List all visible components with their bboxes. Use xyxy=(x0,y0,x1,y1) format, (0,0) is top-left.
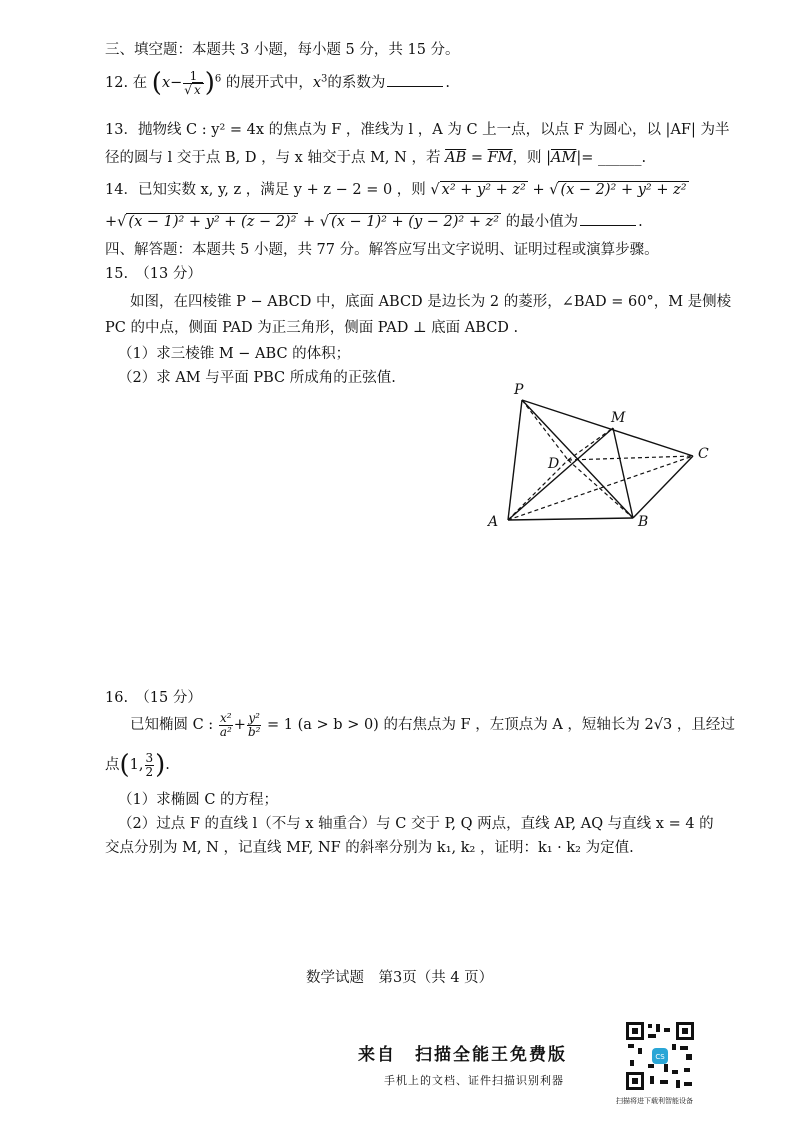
edge-pd-hidden xyxy=(522,400,568,460)
section-heading-fill-blank: 三、填空题：本题共 3 小题，每小题 5 分，共 15 分。 xyxy=(105,42,460,58)
edge-bc xyxy=(633,456,693,518)
numerator: 3 xyxy=(145,751,154,765)
question-text: 在 xyxy=(132,75,148,92)
radical-1: x² + y² + z² xyxy=(441,182,526,198)
answer-blank xyxy=(580,213,636,226)
vector-fm: $\overline{FM}$ xyxy=(487,150,513,166)
question-15-sub2: （2）求 AM 与平面 PBC 所成角的正弦值. xyxy=(118,370,396,386)
question-text: = 1 (a > b > 0) 的右焦点为 F ，左顶点为 A ，短轴长为 2√3 ，且经过 xyxy=(267,717,735,734)
radical-sign xyxy=(430,182,439,198)
label-b: B xyxy=(638,514,649,528)
edge-db-hidden xyxy=(568,460,633,518)
exponent: 6 xyxy=(214,73,222,85)
fraction-three-halves xyxy=(145,752,155,778)
answer-blank: = ______. xyxy=(581,150,647,166)
qr-code-icon xyxy=(624,1020,696,1092)
denominator: 2 xyxy=(145,764,154,779)
edge-pa xyxy=(508,400,522,520)
page-number: 数学试题 第3页（共 4 页） xyxy=(306,970,494,986)
left-paren: ( xyxy=(119,750,130,781)
label-p: P xyxy=(514,382,524,398)
vector-ab: $\overline{AB}$ xyxy=(445,150,467,166)
question-15-line2: PC 的中点，侧面 PAD 为正三角形，侧面 PAD ⊥ 底面 ABCD . xyxy=(105,320,519,336)
radical-4: (x − 1)² + (y − 2)² + z² xyxy=(331,214,500,230)
scanner-brand: 来自 扫描全能王免费版 xyxy=(358,1045,567,1065)
var-x: x xyxy=(161,75,171,92)
edge-dc-hidden xyxy=(568,456,693,460)
question-16-sub2-line1: （2）过点 F 的直线 l（不与 x 轴重合）与 C 交于 P, Q 两点，直线 AP, AQ 与直线 x = 4 的 xyxy=(118,816,714,832)
numerator: y² xyxy=(248,711,260,725)
radical-sign xyxy=(320,214,329,230)
denominator: b² xyxy=(247,724,261,739)
question-text: 的最小值为 xyxy=(505,214,579,230)
denominator: a² xyxy=(219,724,232,739)
fraction-one-over-sqrtx: 1 √ x xyxy=(183,70,203,96)
question-14-line1: 14．已知实数 x, y, z ，满足 y + z − 2 = 0 ，则 √ x² + y² + z² + √ (x − 2)² + y² + z² xyxy=(105,178,689,199)
right-paren: ) xyxy=(155,750,166,781)
radical-3: (x − 1)² + y² + (z − 2)² xyxy=(128,214,297,230)
radical-2: (x − 2)² + y² + z² xyxy=(560,182,687,198)
question-text: 点 xyxy=(105,757,120,774)
question-text: 的系数为 xyxy=(327,75,386,92)
question-text: 径的圆与 l 交于点 B, D ，与 x 轴交于点 M, N ，若 xyxy=(105,150,441,166)
answer-blank xyxy=(387,74,443,87)
edge-ab xyxy=(508,518,633,520)
question-text: 的展开式中， xyxy=(225,75,313,92)
question-16-sub1: （1）求椭圆 C 的方程； xyxy=(118,792,279,808)
right-paren: ) xyxy=(204,68,215,99)
svg-text:CS: CS xyxy=(655,1053,665,1061)
term-exponent: 3 xyxy=(321,73,328,85)
section-heading-solution: 四、解答题：本题共 5 小题，共 77 分。解答应写出文字说明、证明过程或演算步骤。 xyxy=(105,242,659,258)
pyramid-figure xyxy=(478,378,718,528)
question-text: ，则 xyxy=(512,150,542,166)
left-paren: ( xyxy=(151,68,162,99)
label-m: M xyxy=(611,410,626,426)
question-15-sub1: （1）求三棱锥 M − ABC 的体积； xyxy=(118,346,351,362)
question-text: 已知椭圆 C : xyxy=(130,717,214,734)
point-x: 1, xyxy=(129,757,144,774)
question-13-line2: 径的圆与 l 交于点 B, D ，与 x 轴交于点 M, N ，若 $\overline{AB} = \overline{FM}$，则 $|\overline{AM}|=$ ______. xyxy=(105,150,647,166)
question-13-line1: 13．抛物线 C : y² = 4x 的焦点为 F ，准线为 l ，A 为 C 上一点，以点 F 为圆心，以 |AF| 为半 xyxy=(105,122,730,138)
question-15-line1: 如图，在四棱锥 P − ABCD 中，底面 ABCD 是边长为 2 的菱形，∠BAD = 60°，M 是侧棱 xyxy=(130,294,732,310)
fraction-y2-b2 xyxy=(247,712,262,738)
question-16-line1: 已知椭圆 C : $\frac{\text{x²}}{\text{a²}}$ + $\frac{\text{y²}}{\text{b²}}$ = 1 (a > b > 0) 的右焦点为 F ，左顶点为 A ，短轴长为 2√3 ，且经过 xyxy=(130,711,735,739)
question-16-number: 16. （15 分） xyxy=(105,690,202,706)
edge-mb xyxy=(613,428,633,518)
scanner-tagline: 手机上的文档、证件扫描识别利器 xyxy=(384,1074,564,1087)
question-number: 12. xyxy=(105,75,129,92)
edge-ac-hidden xyxy=(508,456,693,520)
question-14-line2: + √ (x − 1)² + y² + (z − 2)² + √ (x − 1)² + (y − 2)² + z² 的最小值为 . xyxy=(105,210,643,231)
edge-dm-hidden xyxy=(568,428,613,460)
question-16-line2 xyxy=(105,750,170,781)
term-var: x xyxy=(312,75,322,92)
question-15-number: 15. （13 分） xyxy=(105,266,202,282)
numerator: x² xyxy=(220,711,232,725)
label-a: A xyxy=(488,514,499,528)
question-12: 12. 在 (x− 1 √ x )$^6$ 的展开式中，$x^3$的系数为 . xyxy=(105,70,450,96)
fraction-x2-a2 xyxy=(219,712,233,738)
question-16-sub2-line2: 交点分别为 M, N ，记直线 MF, NF 的斜率分别为 k₁, k₂ ，证明：k₁ · k₂ 为定值. xyxy=(105,840,634,856)
qr-caption: 扫描将进下载利智能设备 xyxy=(616,1097,693,1105)
label-c: C xyxy=(698,446,709,462)
question-text: 14．已知实数 x, y, z ，满足 y + z − 2 = 0 ，则 xyxy=(105,182,426,198)
vector-am: $\overline{AM}$ xyxy=(551,150,577,166)
question-text: . xyxy=(165,757,170,774)
equals-sign: = xyxy=(470,150,483,166)
label-d: D xyxy=(548,456,560,472)
